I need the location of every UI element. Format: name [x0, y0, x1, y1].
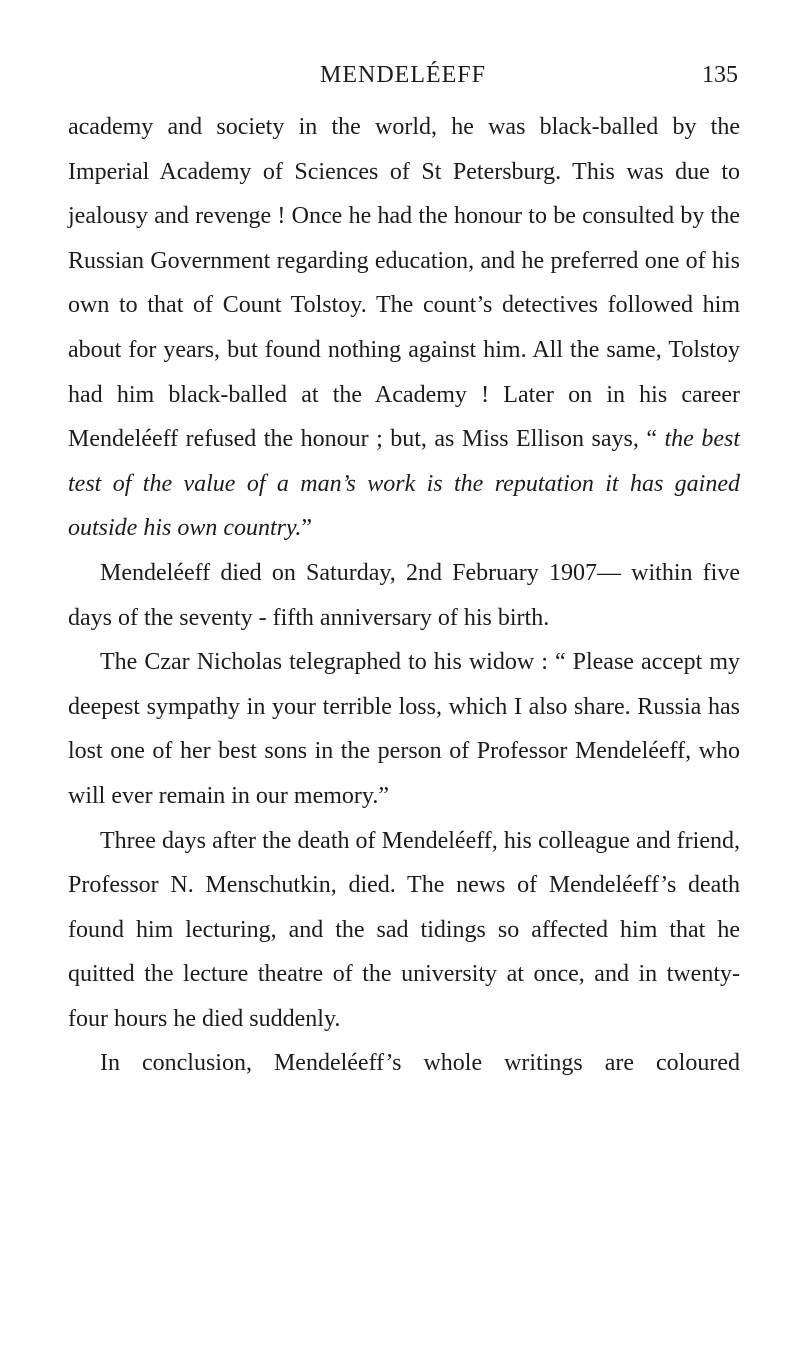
paragraph-death: Mendeléeff died on Saturday, 2nd February 1907— within five days of the seventy - fifth anniversary of his birth. [68, 559, 740, 631]
closing-quote: ” [301, 515, 312, 542]
running-head-title: MENDELÉEFF [320, 62, 486, 88]
running-head [68, 62, 738, 98]
page-number: 135 [702, 62, 738, 88]
paragraph-conclusion: In conclusion, Mendeléeff’s whole writings are coloured [100, 1050, 740, 1077]
paragraph-menschutkin: Three days after the death of Mendeléeff, his colleague and friend, Professor N. Menschutkin, died. The news of Mendeléeff’s death found him lecturing, and the sad tidings so affected him that he quitted the lecture theatre of the university at once, and in twenty-four hours he died suddenly. [68, 827, 740, 1032]
paragraph-text: academy and society in the world, he was black-balled by the Imperial Academy of Sciences of St Petersburg. This was due to jealousy and revenge ! Once he had the honour to be consulted by the Russian Government regarding education, and he preferred one of his own to that of Count Tolstoy. The count’s detectives followed him about for years, but found nothing against him. All the same, Tolstoy had him black-balled at the Academy ! Later on in his career Mendeléeff refused the honour ; but, as Miss Ellison says, “ [68, 114, 740, 453]
body-text [68, 105, 740, 1086]
paragraph-telegram: The Czar Nicholas telegraphed to his widow : “ Please accept my deepest sympathy in your terrible loss, which I also share. Russia has lost one of her best sons in the person of Professor Mendeléeff, who will ever remain in our memory.” [68, 649, 740, 809]
quotation-italic: the best test of the value of a man’s work is the reputation it has gained outside his own country. [68, 426, 740, 542]
paragraph-continued [68, 105, 740, 551]
